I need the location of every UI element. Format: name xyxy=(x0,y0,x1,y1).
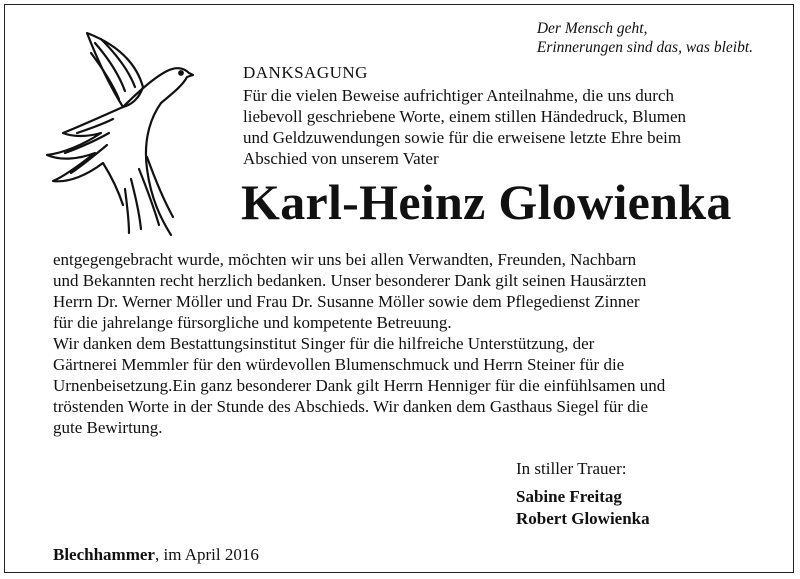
date-text: , im April 2016 xyxy=(154,545,259,564)
intro-line: und Geldzuwendungen sowie für die erweisene letzte Ehre beim xyxy=(243,128,682,147)
deceased-name: Karl-Heinz Glowienka xyxy=(241,174,732,230)
intro-line: Abschied von unserem Vater xyxy=(243,149,439,168)
mourning-block xyxy=(516,458,650,530)
mourning-label: In stiller Trauer: xyxy=(516,459,627,478)
motto-quote xyxy=(537,19,753,57)
place-date xyxy=(53,545,259,565)
body-line: Gärtnerei Memmler für den würdevollen Blumenschmuck und Herrn Steiner für die xyxy=(53,355,625,374)
body-line: Urnenbeisetzung.Ein ganz besonderer Dank gilt Herrn Henniger für die einfühlsamen und xyxy=(53,376,666,395)
intro-paragraph xyxy=(243,85,763,169)
place-name: Blechhammer xyxy=(53,545,155,564)
motto-line: Der Mensch geht, xyxy=(536,20,648,37)
body-line: Wir danken dem Bestattungsinstitut Singer für die hilfreiche Unterstützung, der xyxy=(53,334,595,353)
body-line: für die jahrelange fürsorgliche und kompetente Betreuung. xyxy=(53,313,452,332)
obituary-card xyxy=(4,4,794,573)
dove-icon xyxy=(43,29,195,239)
intro-line: liebevoll geschriebene Worte, einem stillen Händedruck, Blumen xyxy=(243,107,687,126)
body-line: entgegengebracht wurde, möchten wir uns bei allen Verwandten, Freunden, Nachbarn xyxy=(53,250,637,269)
motto-line: Erinnerungen sind das, was bleibt. xyxy=(536,39,753,56)
signer-name: Robert Glowienka xyxy=(516,509,650,528)
body-line: und Bekannten recht herzlich bedanken. Unser besonderer Dank gilt seinen Hausärzten xyxy=(53,271,647,290)
body-line: Herrn Dr. Werner Möller und Frau Dr. Susanne Möller sowie dem Pflegedienst Zinner xyxy=(53,292,640,311)
body-paragraph xyxy=(53,249,773,438)
body-line: gute Bewirtung. xyxy=(53,418,163,437)
signer-name: Sabine Freitag xyxy=(516,487,622,506)
intro-line: Für die vielen Beweise aufrichtiger Anteilnahme, die uns durch xyxy=(243,86,675,105)
heading-danksagung: DANKSAGUNG xyxy=(243,63,368,82)
body-line: tröstenden Worte in der Stunde des Abschieds. Wir danken dem Gasthaus Siegel für die xyxy=(53,397,649,416)
